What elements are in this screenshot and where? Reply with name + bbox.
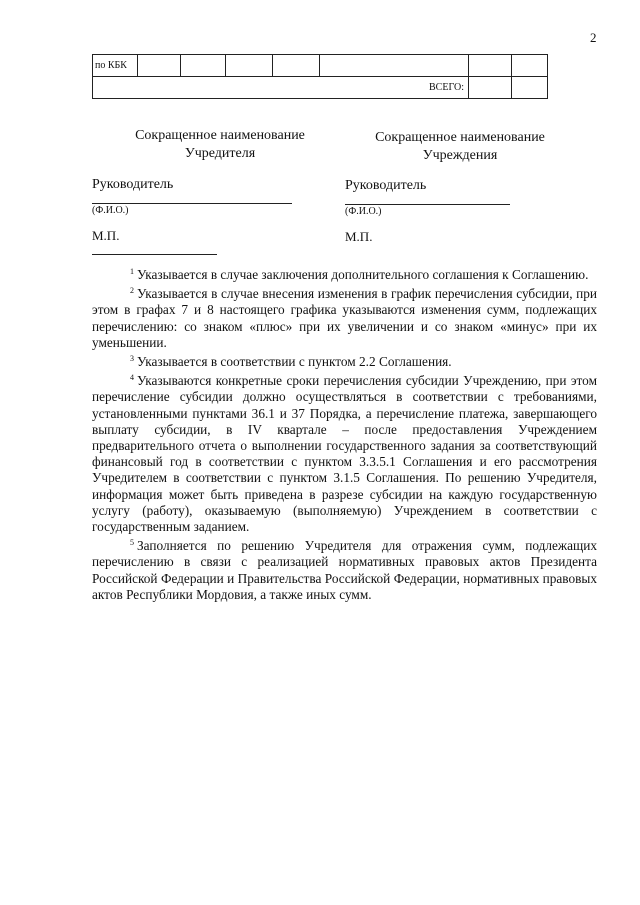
kbk-row <box>93 55 548 77</box>
institution-head-label: Руководитель <box>345 178 427 193</box>
footnote-4 <box>92 370 597 535</box>
institution-name-line1: Сокращенное наименование <box>375 130 545 145</box>
total-label: ВСЕГО: <box>93 77 469 99</box>
institution-stamp-label: М.П. <box>345 229 373 244</box>
institution-name-heading <box>345 129 575 165</box>
founder-fio-label: (Ф.И.О.) <box>92 205 129 216</box>
founder-name-heading <box>105 127 335 163</box>
footnotes <box>92 264 597 603</box>
footnote-number: 1 <box>130 267 134 276</box>
footnote-number: 4 <box>130 373 134 383</box>
institution-fio-label: (Ф.И.О.) <box>345 206 382 217</box>
footnote-5 <box>92 535 597 603</box>
founder-name-line1: Сокращенное наименование <box>135 128 305 143</box>
table-cell <box>181 55 226 77</box>
founder-signature-line <box>92 203 292 204</box>
footnote-text: Указывается в случае заключения дополнительного соглашения к Соглашению. <box>137 267 589 282</box>
footnote-3 <box>92 351 597 370</box>
page-number: 2 <box>590 30 597 45</box>
table-cell <box>469 77 512 99</box>
footnote-2 <box>92 283 597 351</box>
table-cell <box>226 55 273 77</box>
kbk-table <box>92 54 548 99</box>
footnote-number: 3 <box>130 354 134 364</box>
table-cell <box>320 55 469 77</box>
table-cell <box>469 55 512 77</box>
table-cell <box>512 77 548 99</box>
kbk-row-label: по КБК <box>93 55 138 77</box>
footnote-separator <box>92 254 217 255</box>
table-cell <box>512 55 548 77</box>
founder-name-line2: Учредителя <box>184 146 256 161</box>
footnote-number: 2 <box>130 286 134 296</box>
founder-stamp-label: М.П. <box>92 228 120 243</box>
total-row <box>93 77 548 99</box>
footnote-text: Указывается в случае внесения изменения в график перечисления субсидии, при этом в графах 7 и 8 настоящего графика указываются изменения сумм, подлежащих перечислению: со знаком «плюс» при их увеличении и со знаком «минус» при их уменьшении. <box>92 286 597 350</box>
footnote-text: Заполняется по решению Учредителя для отражения сумм, подлежащих перечислению в связи с реализацией нормативных правовых актов Президента Российской Федерации и Правительства Российской Федерации, нормативных правовых актов Республики Мордовия, а также иных сумм. <box>92 538 597 602</box>
footnote-number: 5 <box>130 538 134 548</box>
table-cell <box>273 55 320 77</box>
institution-name-line2: Учреждения <box>422 148 498 163</box>
institution-signature-line <box>345 204 510 205</box>
founder-head-label: Руководитель <box>92 177 174 192</box>
footnote-text: Указывается в соответствии с пунктом 2.2 Соглашения. <box>137 354 452 370</box>
footnote-text: Указываются конкретные сроки перечисления субсидии Учреждению, при этом перечисление субсидии должно осуществляться в соответствии с требованиями, установленными пунктами 36.1 и 37 Порядка, а перечисление платежа, завершающего выплату субсидии, в IV квартале – после предоставления Учреждением предварительного отчета о выполнении государственного задания за соответствующий финансовый год в соответствии с пунктом 3.3.5.1 Соглашения и его рассмотрения Учредителем в соответствии с пунктом 3.1.5 Соглашения. По решению Учредителя, информация может быть приведена в разрезе субсидии на каждую государственную услугу (работу), оказываемую (выполняемую) Учреждением в соответствии с государственным заданием. <box>92 373 597 535</box>
table-cell <box>138 55 181 77</box>
footnote-1 <box>92 264 597 283</box>
